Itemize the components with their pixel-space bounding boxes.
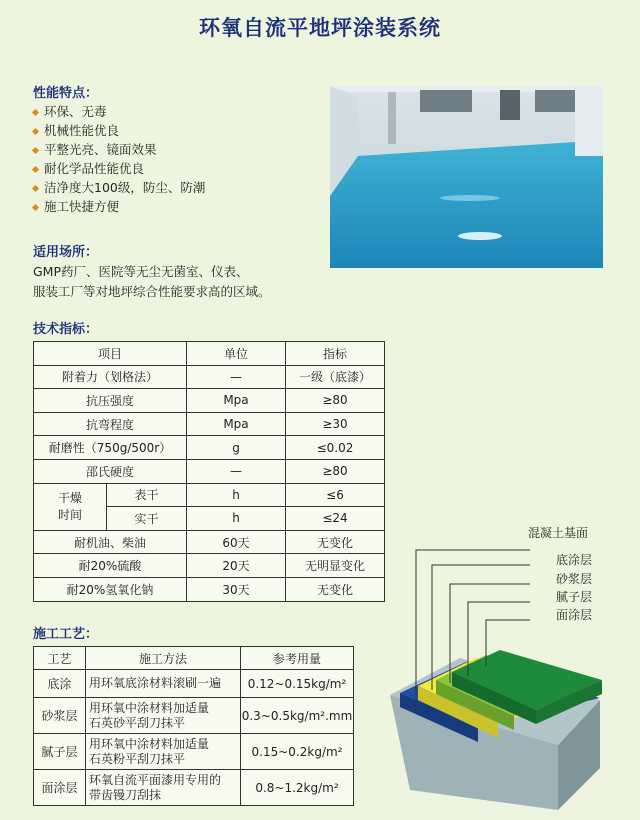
page-title: 环氧自流平地坪涂装系统 xyxy=(199,16,441,40)
cell: 无明显变化 xyxy=(286,554,385,578)
process-heading: 施工工艺： xyxy=(33,627,99,642)
table-row xyxy=(34,389,385,413)
header-item: 项目 xyxy=(34,342,187,366)
header-amount: 参考用量 xyxy=(241,647,354,670)
cell: 20天 xyxy=(187,554,286,578)
floor-photo xyxy=(330,86,603,268)
feature-item: 耐化学品性能优良 xyxy=(33,159,205,178)
cell: 用环氧底涂材料滚刷一遍 xyxy=(86,670,241,698)
header-index: 指标 xyxy=(286,342,385,366)
table-row xyxy=(34,670,354,698)
cell: g xyxy=(187,436,286,460)
feature-item: 平整光亮、镜面效果 xyxy=(33,140,205,159)
cell: 底涂 xyxy=(34,670,86,698)
cell: 表干 xyxy=(107,483,187,507)
cell: 耐机油、柴油 xyxy=(34,530,187,554)
feature-item: 洁净度大100级，防尘、防潮 xyxy=(33,178,205,197)
cell xyxy=(86,734,241,770)
cell: ≥80 xyxy=(286,459,385,483)
cell: 耐20%氢氧化钠 xyxy=(34,577,187,601)
cell: 0.3~0.5kg/m².mm xyxy=(241,698,354,734)
header-method: 施工方法 xyxy=(86,647,241,670)
usage-line: 服装工厂等对地坪综合性能要求高的区域。 xyxy=(33,284,271,299)
layer-label-topcoat: 面涂层 xyxy=(556,608,593,622)
cell: 0.15~0.2kg/m² xyxy=(241,734,354,770)
cell: — xyxy=(187,459,286,483)
table-row xyxy=(34,770,354,806)
cell: 邵氏硬度 xyxy=(34,459,187,483)
cell: 30天 xyxy=(187,577,286,601)
cell: ≥30 xyxy=(286,412,385,436)
table-row xyxy=(34,530,385,554)
table-row xyxy=(34,412,385,436)
cell: 无变化 xyxy=(286,577,385,601)
features-list xyxy=(33,102,205,216)
cell: h xyxy=(187,483,286,507)
cell: — xyxy=(187,365,286,389)
feature-item: 机械性能优良 xyxy=(33,121,205,140)
layer-diagram xyxy=(390,520,630,810)
layer-label-mortar: 砂浆层 xyxy=(556,572,593,586)
feature-item: 环保、无毒 xyxy=(33,102,205,121)
usage-heading: 适用场所： xyxy=(33,245,99,260)
cell: 无变化 xyxy=(286,530,385,554)
table-row xyxy=(34,577,385,601)
table-header-row xyxy=(34,647,354,670)
cell: Mpa xyxy=(187,389,286,413)
cell: ≤24 xyxy=(286,507,385,531)
method-line: 石英砂平刮刀抹平 xyxy=(89,715,186,730)
cell: ≥80 xyxy=(286,389,385,413)
cell: Mpa xyxy=(187,412,286,436)
cell: 60天 xyxy=(187,530,286,554)
dry-label-line: 时间 xyxy=(57,507,82,522)
floor-photo-image xyxy=(330,86,603,268)
table-row xyxy=(34,365,385,389)
method-line: 用环氧中涂材料加适量 xyxy=(89,736,210,751)
cell: 实干 xyxy=(107,507,187,531)
cell: 面涂层 xyxy=(34,770,86,806)
cell: ≤6 xyxy=(286,483,385,507)
layer-label-putty: 腻子层 xyxy=(556,590,593,604)
dry-time-label xyxy=(34,483,107,530)
cell: ≤0.02 xyxy=(286,436,385,460)
process-table xyxy=(33,646,354,806)
cell: 抗弯程度 xyxy=(34,412,187,436)
method-line: 环氧自流平面漆用专用的 xyxy=(89,772,222,787)
cell: 耐磨性（750g/500r） xyxy=(34,436,187,460)
cell xyxy=(86,770,241,806)
cell: 0.12~0.15kg/m² xyxy=(241,670,354,698)
method-line: 带齿镘刀刮抹 xyxy=(89,787,162,802)
cell: 耐20%硫酸 xyxy=(34,554,187,578)
table-row xyxy=(34,483,385,507)
table-row xyxy=(34,436,385,460)
usage-text xyxy=(33,262,333,302)
layer-diagram-graphic xyxy=(390,520,630,810)
layer-label-concrete: 混凝土基面 xyxy=(528,526,589,540)
feature-item: 施工快捷方便 xyxy=(33,197,205,216)
cell: 一级（底漆） xyxy=(286,365,385,389)
cell: 抗压强度 xyxy=(34,389,187,413)
cell: 腻子层 xyxy=(34,734,86,770)
cell: 砂浆层 xyxy=(34,698,86,734)
cell: 0.8~1.2kg/m² xyxy=(241,770,354,806)
table-row xyxy=(34,459,385,483)
table-header-row xyxy=(34,342,385,366)
tech-heading: 技术指标： xyxy=(33,322,99,337)
usage-line: GMP药厂、医院等无尘无菌室、仪表、 xyxy=(33,264,249,279)
cell xyxy=(86,698,241,734)
cell: 附着力（划格法） xyxy=(34,365,187,389)
table-row xyxy=(34,554,385,578)
tech-table xyxy=(33,341,385,602)
header-step: 工艺 xyxy=(34,647,86,670)
table-row xyxy=(34,698,354,734)
method-line: 用环氧中涂材料加适量 xyxy=(89,700,210,715)
features-heading: 性能特点： xyxy=(33,86,99,101)
table-row xyxy=(34,734,354,770)
dry-label-line: 干燥 xyxy=(57,490,82,505)
layer-label-primer: 底涂层 xyxy=(556,553,593,567)
cell: h xyxy=(187,507,286,531)
header-unit: 单位 xyxy=(187,342,286,366)
method-line: 石英粉平刮刀抹平 xyxy=(89,751,186,766)
